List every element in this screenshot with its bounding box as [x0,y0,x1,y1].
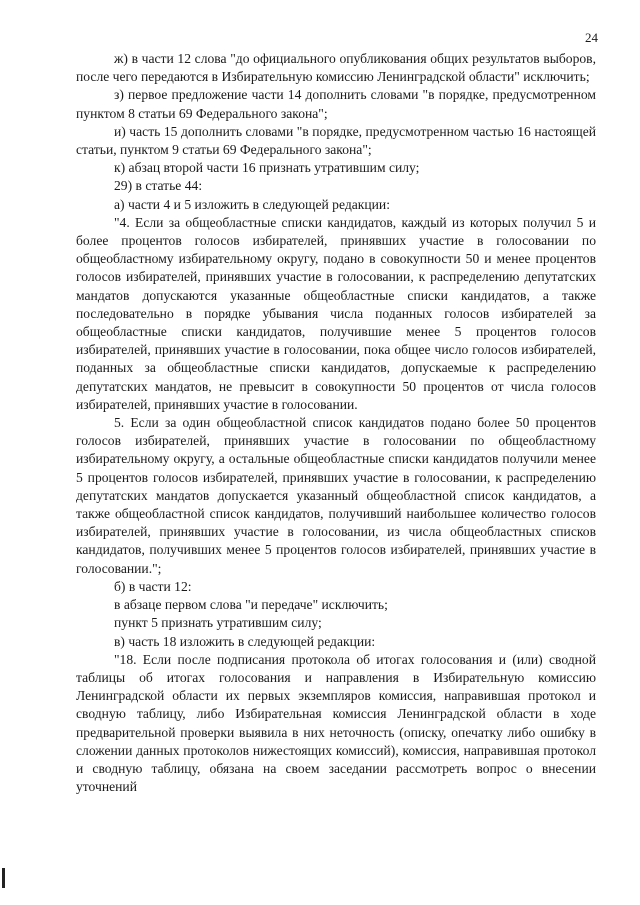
paragraph-item-v: в) часть 18 изложить в следующей редакции: [114,633,376,649]
paragraph-article-44: 29) в статье 44: [114,178,203,194]
paragraph-abzac-first: в абзаце первом слова "и передаче" исключить; [114,597,388,613]
paragraph-item-a: а) части 4 и 5 изложить в следующей редакции: [114,196,390,212]
scan-edge-mark [2,868,5,888]
document-body [76,50,596,796]
paragraph-item-zh: ж) в части 12 слова "до официального опубликования общих результатов выборов, после чего передаются в Избирательную комиссию Ленинградской области" исключить; [76,51,596,85]
paragraph-part-4: "4. Если за общеобластные списки кандидатов, каждый из которых получил 5 и более процентов голосов избирателей, принявших участие в голосовании по общеобластному избирательному округу, подано в совокупности 50 и менее процентов голосов избирателей, принявших участие в голосовании, к распределению депутатских мандатов допускаются указанные общеобластные списки кандидатов, а также последовательно в порядке убывания числа поданных голосов избирателей за общеобластные списки кандидатов, получившие менее 5 процентов голосов избирателей, принявших участие в голосовании, пока общее число голосов избирателей, поданных за общеобластные списки кандидатов, допускаемые к распределению депутатских мандатов, не превысит в совокупности 50 процентов от числа голосов избирателей, принявших участие в голосовании. [76,214,596,412]
paragraph-part-5: 5. Если за один общеобластной список кандидатов подано более 50 процентов голосов избирателей, принявших участие в голосовании по общеобластному избирательному округу, а остальные общеобластные списки кандидатов получили менее 5 процентов голосов избирателей, принявших участие в голосовании, к распределению депутатских мандатов допускается указанный общеобластной список кандидатов, а также общеобластной список кандидатов, получивший наибольшее количество голосов избирателей, принявших участие в голосовании, из числа общеобластных списков кандидатов, получивших менее 5 процентов голосов избирателей, принявших участие в голосовании."; [76,415,596,576]
paragraph-item-k: к) абзац второй части 16 признать утратившим силу; [114,160,420,176]
paragraph-item-z: з) первое предложение части 14 дополнить словами "в порядке, предусмотренном пунктом 8 статьи 69 Федерального закона"; [76,87,596,121]
paragraph-item-i: и) часть 15 дополнить словами "в порядке, предусмотренном частью 16 настоящей статьи, пунктом 9 статьи 69 Федерального закона"; [76,123,596,158]
paragraph-point-5: пункт 5 признать утратившим силу; [114,615,322,631]
paragraph-part-18: "18. Если после подписания протокола об итогах голосования и (или) сводной таблицы об итогах голосования и направления в Избирательную комиссию Ленинградской области их первых экземпляров комиссия, направившая протокол и сводную таблицу, либо Избирательная комиссия Ленинградской области в ходе предварительной проверки выявила в них неточность (описку, опечатку либо ошибку в сложении данных протоколов нижестоящих комиссий), комиссия, направившая протокол и сводную таблицу, обязана на своем заседании рассмотреть вопрос о внесении уточнений [76,651,596,795]
paragraph-item-b: б) в части 12: [114,578,192,594]
page-number: 24 [585,30,598,45]
